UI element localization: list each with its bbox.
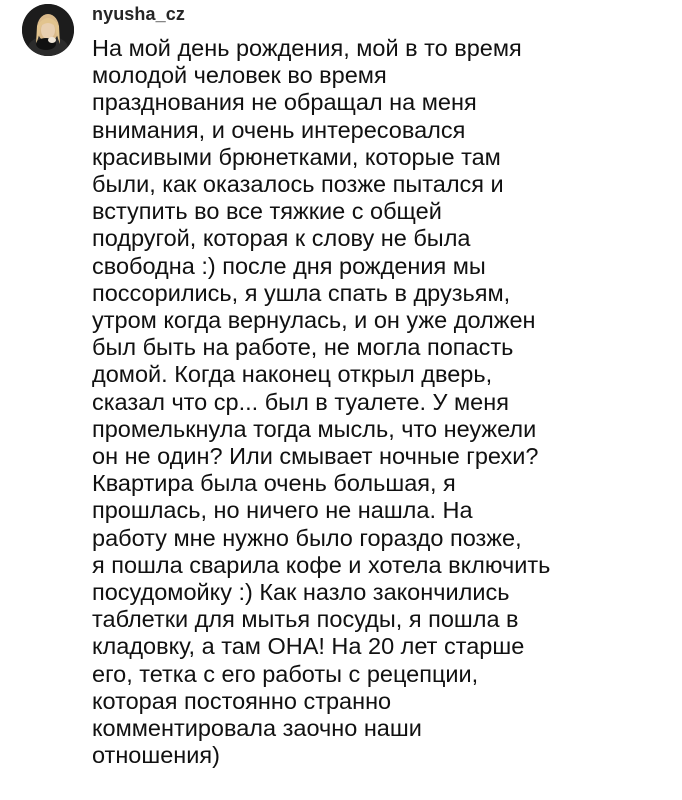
comment-line: я пошла сварила кофе и хотела включить [92, 551, 551, 578]
comment-line: подругой, которая к слову не была [92, 225, 471, 252]
comment-line: был быть на работе, не могла попасть [92, 334, 514, 361]
comment-line: молодой человек во время [92, 62, 387, 89]
comment-line: работу мне нужно было гораздо позже, [92, 524, 522, 551]
profile-photo-icon [22, 4, 74, 56]
comment-line: внимания, и очень интересовался [92, 116, 466, 143]
comment-line: кладовку, а там ОНА! На 20 лет старше [92, 633, 525, 660]
comment-line: были, как оказалось позже пытался и [92, 171, 504, 198]
comment-line: На мой день рождения, мой в то время [92, 35, 522, 61]
comment-text [92, 35, 672, 769]
comment-line: таблетки для мытья посуды, я пошла в [92, 606, 519, 633]
comment-line: которая постоянно странно [92, 687, 392, 714]
comment-line: комментировала заочно наши [92, 715, 422, 742]
comment-line: домой. Когда наконец открыл дверь, [92, 361, 493, 388]
comment-line: отношения) [92, 742, 220, 769]
comment-line: его, тетка с его работы с рецепции, [92, 660, 479, 687]
comment-line: посудомойку :) Как назло закончились [92, 579, 510, 606]
comment-line: вступить во все тяжкие с общей [92, 198, 442, 225]
comment-line: поссорились, я ушла спать в друзьям, [92, 279, 511, 306]
comment-line: прошлась, но ничего не нашла. На [92, 497, 473, 524]
comment-line: сказал что ср... был в туалете. У меня [92, 388, 509, 415]
comment-line: празднования не обращал на меня [92, 89, 477, 116]
user-avatar[interactable] [22, 4, 74, 56]
comment-line: промелькнула тогда мысль, что неужели [92, 415, 537, 442]
comment-line: свободна :) после дня рождения мы [92, 252, 486, 279]
username[interactable]: nyusha_cz [92, 4, 185, 24]
comment-line: красивыми брюнетками, которые там [92, 143, 501, 170]
comment-line: Квартира была очень большая, я [92, 470, 456, 497]
comment-line: он не один? Или смывает ночные грехи? [92, 443, 539, 470]
comment-line: утром когда вернулась, и он уже должен [92, 307, 536, 334]
